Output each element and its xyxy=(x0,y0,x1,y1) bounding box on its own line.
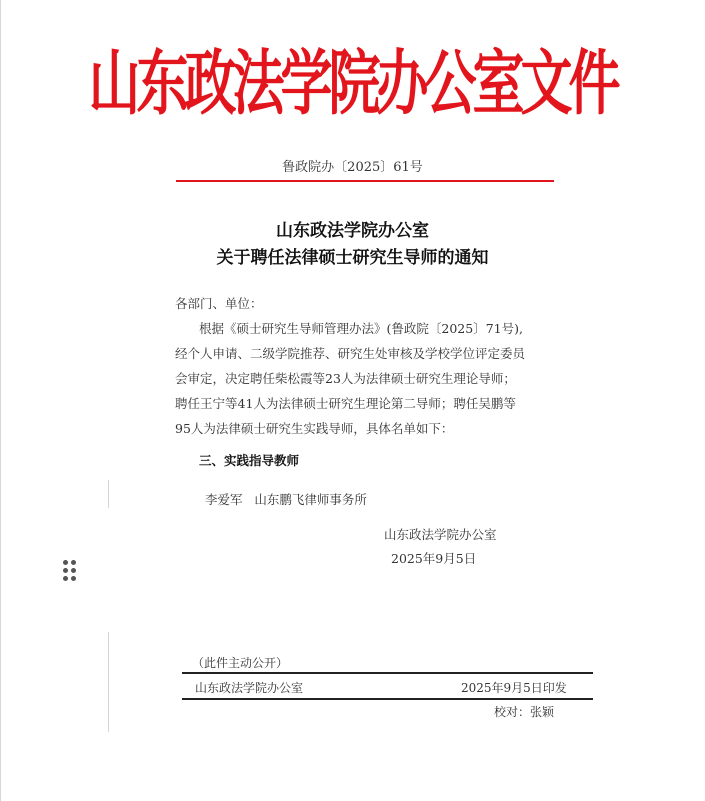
mentor-entry: 李爱军 山东鹏飞律师事务所 xyxy=(205,492,367,507)
margin-line xyxy=(108,480,109,508)
notice-title-line-2: 关于聘任法律硕士研究生导师的通知 xyxy=(216,248,489,268)
body-line: 经个人申请、二级学院推荐、研究生处审核及学校学位评定委员 xyxy=(175,346,526,361)
disclosure-note: （此件主动公开） xyxy=(192,656,289,670)
section-heading: 三、实践指导教师 xyxy=(199,453,300,468)
proofreader: 校对：张颖 xyxy=(494,705,555,719)
drag-handle-icon[interactable] xyxy=(63,560,77,582)
margin-line xyxy=(108,632,109,732)
body-line: 聘任王宁等41人为法律硕士研究生理论第二导师；聘任吴鹏等 xyxy=(175,396,516,411)
document-number: 鲁政院办〔2025〕61号 xyxy=(282,160,423,175)
red-divider xyxy=(176,180,554,182)
footer-rule-top xyxy=(182,672,593,674)
footer-print-date: 2025年9月5日印发 xyxy=(461,681,567,695)
body-line: 95人为法律硕士研究生实践导师，具体名单如下： xyxy=(175,421,454,436)
footer-organization: 山东政法学院办公室 xyxy=(195,681,304,695)
signature-date: 2025年9月5日 xyxy=(391,551,477,566)
body-line: 会审定，决定聘任柴松霞等23人为法律硕士研究生理论导师； xyxy=(175,371,516,386)
body-line: 根据《硕士研究生导师管理办法》(鲁政院〔2025〕71号), xyxy=(199,321,523,336)
notice-title-line-1: 山东政法学院办公室 xyxy=(276,221,429,241)
document-header-title: 山东政法学院办公室文件 xyxy=(88,42,617,126)
footer-rule-bottom xyxy=(182,698,593,700)
signature-organization: 山东政法学院办公室 xyxy=(384,527,497,542)
salutation: 各部门、单位： xyxy=(175,296,263,311)
